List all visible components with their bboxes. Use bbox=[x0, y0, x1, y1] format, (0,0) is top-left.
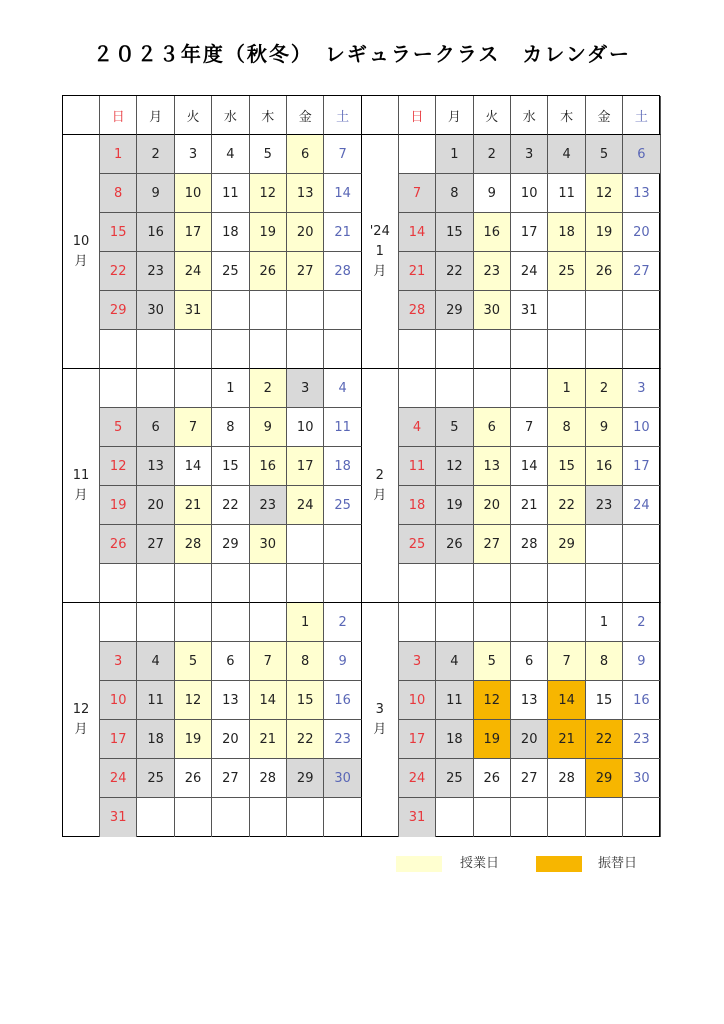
day-cell: 3 bbox=[399, 642, 436, 681]
day-cell: 5 bbox=[250, 135, 287, 174]
day-cell: 27 bbox=[137, 525, 174, 564]
empty-cell bbox=[287, 291, 324, 330]
day-cell: 13 bbox=[212, 681, 249, 720]
empty-cell bbox=[623, 291, 660, 330]
day-cell: 28 bbox=[511, 525, 548, 564]
legend-swatch-substitute-day bbox=[536, 856, 582, 872]
day-cell: 4 bbox=[324, 369, 361, 408]
empty-cell bbox=[100, 369, 137, 408]
day-cell: 24 bbox=[511, 252, 548, 291]
day-cell: 3 bbox=[623, 369, 660, 408]
day-cell: 16 bbox=[250, 447, 287, 486]
day-cell: 30 bbox=[623, 759, 660, 798]
day-cell: 13 bbox=[623, 174, 660, 213]
day-cell: 15 bbox=[212, 447, 249, 486]
day-cell: 14 bbox=[399, 213, 436, 252]
empty-cell bbox=[212, 330, 249, 369]
empty-cell bbox=[137, 369, 174, 408]
day-cell: 14 bbox=[250, 681, 287, 720]
day-cell: 18 bbox=[212, 213, 249, 252]
weekday-header: 水 bbox=[212, 96, 249, 135]
day-cell: 29 bbox=[548, 525, 585, 564]
month-label bbox=[362, 369, 399, 603]
empty-cell bbox=[175, 798, 212, 837]
day-cell: 4 bbox=[436, 642, 473, 681]
day-cell: 20 bbox=[474, 486, 511, 525]
day-cell: 11 bbox=[137, 681, 174, 720]
day-cell: 23 bbox=[324, 720, 361, 759]
weekday-header: 木 bbox=[250, 96, 287, 135]
empty-cell bbox=[287, 564, 324, 603]
day-cell: 1 bbox=[436, 135, 473, 174]
day-cell: 9 bbox=[250, 408, 287, 447]
day-cell: 26 bbox=[474, 759, 511, 798]
day-cell: 15 bbox=[586, 681, 623, 720]
day-cell: 29 bbox=[100, 291, 137, 330]
day-cell: 4 bbox=[548, 135, 585, 174]
day-cell: 5 bbox=[586, 135, 623, 174]
empty-cell bbox=[175, 369, 212, 408]
empty-cell bbox=[399, 369, 436, 408]
day-cell: 10 bbox=[511, 174, 548, 213]
day-cell: 30 bbox=[250, 525, 287, 564]
day-cell: 11 bbox=[212, 174, 249, 213]
day-cell: 24 bbox=[623, 486, 660, 525]
day-cell: 31 bbox=[175, 291, 212, 330]
day-cell: 6 bbox=[474, 408, 511, 447]
empty-cell bbox=[436, 603, 473, 642]
day-cell: 3 bbox=[287, 369, 324, 408]
empty-cell bbox=[324, 564, 361, 603]
day-cell: 18 bbox=[324, 447, 361, 486]
page-title: ２０２３年度（秋冬） レギュラークラス カレンダー bbox=[92, 42, 632, 66]
day-cell: 28 bbox=[548, 759, 585, 798]
day-cell: 10 bbox=[100, 681, 137, 720]
day-cell: 17 bbox=[511, 213, 548, 252]
day-cell: 28 bbox=[324, 252, 361, 291]
empty-cell bbox=[250, 291, 287, 330]
month-label-text: '24 bbox=[369, 223, 390, 239]
day-cell: 17 bbox=[287, 447, 324, 486]
day-cell: 17 bbox=[623, 447, 660, 486]
month-label-text: 月 bbox=[373, 263, 387, 279]
weekday-header: 土 bbox=[623, 96, 660, 135]
empty-cell bbox=[586, 291, 623, 330]
month-label-text: 月 bbox=[74, 253, 88, 269]
day-cell: 30 bbox=[324, 759, 361, 798]
day-cell: 22 bbox=[586, 720, 623, 759]
day-cell: 25 bbox=[212, 252, 249, 291]
empty-cell bbox=[474, 564, 511, 603]
day-cell: 6 bbox=[137, 408, 174, 447]
day-cell: 24 bbox=[100, 759, 137, 798]
day-cell: 13 bbox=[511, 681, 548, 720]
day-cell: 11 bbox=[548, 174, 585, 213]
day-cell: 22 bbox=[436, 252, 473, 291]
empty-cell bbox=[586, 564, 623, 603]
month-label-text: 1 bbox=[375, 243, 384, 259]
day-cell: 18 bbox=[548, 213, 585, 252]
empty-cell bbox=[474, 603, 511, 642]
legend bbox=[0, 856, 724, 876]
weekday-header: 月 bbox=[436, 96, 473, 135]
empty-cell bbox=[137, 564, 174, 603]
day-cell: 9 bbox=[137, 174, 174, 213]
day-cell: 7 bbox=[175, 408, 212, 447]
weekday-header: 火 bbox=[175, 96, 212, 135]
month-label bbox=[362, 135, 399, 369]
day-cell: 20 bbox=[212, 720, 249, 759]
empty-cell bbox=[250, 603, 287, 642]
weekday-header: 金 bbox=[586, 96, 623, 135]
empty-cell bbox=[436, 564, 473, 603]
day-cell: 25 bbox=[548, 252, 585, 291]
day-cell: 6 bbox=[623, 135, 660, 174]
empty-cell bbox=[137, 603, 174, 642]
empty-cell bbox=[399, 135, 436, 174]
day-cell: 19 bbox=[250, 213, 287, 252]
day-cell: 25 bbox=[137, 759, 174, 798]
empty-cell bbox=[212, 291, 249, 330]
day-cell: 24 bbox=[399, 759, 436, 798]
day-cell: 25 bbox=[399, 525, 436, 564]
day-cell: 21 bbox=[175, 486, 212, 525]
day-cell: 20 bbox=[623, 213, 660, 252]
weekday-header: 土 bbox=[324, 96, 361, 135]
day-cell: 22 bbox=[287, 720, 324, 759]
day-cell: 26 bbox=[250, 252, 287, 291]
day-cell: 23 bbox=[474, 252, 511, 291]
day-cell: 28 bbox=[175, 525, 212, 564]
day-cell: 24 bbox=[175, 252, 212, 291]
weekday-header: 日 bbox=[100, 96, 137, 135]
day-cell: 21 bbox=[250, 720, 287, 759]
empty-cell bbox=[212, 798, 249, 837]
empty-cell bbox=[175, 564, 212, 603]
day-cell: 17 bbox=[399, 720, 436, 759]
day-cell: 4 bbox=[137, 642, 174, 681]
empty-cell bbox=[399, 603, 436, 642]
day-cell: 12 bbox=[586, 174, 623, 213]
empty-cell bbox=[623, 525, 660, 564]
day-cell: 1 bbox=[212, 369, 249, 408]
day-cell: 1 bbox=[100, 135, 137, 174]
empty-cell bbox=[548, 798, 585, 837]
day-cell: 10 bbox=[399, 681, 436, 720]
empty-cell bbox=[137, 798, 174, 837]
day-cell: 16 bbox=[324, 681, 361, 720]
day-cell: 27 bbox=[287, 252, 324, 291]
empty-cell bbox=[100, 603, 137, 642]
empty-cell bbox=[511, 564, 548, 603]
day-cell: 12 bbox=[100, 447, 137, 486]
day-cell: 7 bbox=[250, 642, 287, 681]
day-cell: 10 bbox=[623, 408, 660, 447]
day-cell: 13 bbox=[137, 447, 174, 486]
day-cell: 7 bbox=[324, 135, 361, 174]
day-cell: 16 bbox=[474, 213, 511, 252]
legend-swatch-class-day bbox=[396, 856, 442, 872]
empty-cell bbox=[623, 798, 660, 837]
day-cell: 13 bbox=[287, 174, 324, 213]
day-cell: 23 bbox=[137, 252, 174, 291]
day-cell: 30 bbox=[137, 291, 174, 330]
day-cell: 1 bbox=[287, 603, 324, 642]
legend-label-substitute-day: 振替日 bbox=[598, 856, 638, 871]
day-cell: 22 bbox=[548, 486, 585, 525]
day-cell: 27 bbox=[474, 525, 511, 564]
empty-cell bbox=[586, 798, 623, 837]
calendar-table bbox=[62, 95, 660, 837]
day-cell: 23 bbox=[623, 720, 660, 759]
empty-cell bbox=[586, 330, 623, 369]
day-cell: 20 bbox=[511, 720, 548, 759]
day-cell: 18 bbox=[137, 720, 174, 759]
day-cell: 18 bbox=[399, 486, 436, 525]
day-cell: 29 bbox=[586, 759, 623, 798]
day-cell: 4 bbox=[399, 408, 436, 447]
empty-cell bbox=[474, 798, 511, 837]
day-cell: 12 bbox=[436, 447, 473, 486]
day-cell: 20 bbox=[287, 213, 324, 252]
day-cell: 21 bbox=[324, 213, 361, 252]
empty-cell bbox=[212, 564, 249, 603]
empty-cell bbox=[436, 369, 473, 408]
day-cell: 9 bbox=[623, 642, 660, 681]
day-cell: 31 bbox=[511, 291, 548, 330]
day-cell: 13 bbox=[474, 447, 511, 486]
day-cell: 23 bbox=[250, 486, 287, 525]
day-cell: 23 bbox=[586, 486, 623, 525]
day-cell: 2 bbox=[623, 603, 660, 642]
day-cell: 18 bbox=[436, 720, 473, 759]
month-label-text: 月 bbox=[74, 487, 88, 503]
day-cell: 10 bbox=[175, 174, 212, 213]
empty-cell bbox=[436, 330, 473, 369]
day-cell: 20 bbox=[137, 486, 174, 525]
day-cell: 28 bbox=[250, 759, 287, 798]
day-cell: 16 bbox=[137, 213, 174, 252]
day-cell: 11 bbox=[436, 681, 473, 720]
day-cell: 3 bbox=[175, 135, 212, 174]
month-label-text: 月 bbox=[373, 487, 387, 503]
day-cell: 25 bbox=[324, 486, 361, 525]
empty-cell bbox=[511, 603, 548, 642]
day-cell: 5 bbox=[100, 408, 137, 447]
day-cell: 5 bbox=[436, 408, 473, 447]
day-cell: 8 bbox=[212, 408, 249, 447]
month-label-text: 月 bbox=[373, 722, 387, 737]
empty-cell bbox=[548, 603, 585, 642]
day-cell: 15 bbox=[287, 681, 324, 720]
day-cell: 8 bbox=[436, 174, 473, 213]
day-cell: 2 bbox=[586, 369, 623, 408]
empty-cell bbox=[399, 564, 436, 603]
empty-cell bbox=[250, 798, 287, 837]
empty-cell bbox=[623, 564, 660, 603]
day-cell: 14 bbox=[175, 447, 212, 486]
day-cell: 7 bbox=[548, 642, 585, 681]
weekday-header: 日 bbox=[399, 96, 436, 135]
empty-cell bbox=[250, 564, 287, 603]
month-label bbox=[63, 369, 100, 603]
empty-cell bbox=[287, 330, 324, 369]
empty-cell bbox=[474, 369, 511, 408]
empty-cell bbox=[137, 330, 174, 369]
empty-cell bbox=[212, 603, 249, 642]
day-cell: 21 bbox=[511, 486, 548, 525]
empty-cell bbox=[548, 330, 585, 369]
day-cell: 24 bbox=[287, 486, 324, 525]
day-cell: 8 bbox=[586, 642, 623, 681]
day-cell: 26 bbox=[100, 525, 137, 564]
day-cell: 29 bbox=[212, 525, 249, 564]
day-cell: 31 bbox=[399, 798, 436, 837]
empty-cell bbox=[623, 330, 660, 369]
day-cell: 2 bbox=[324, 603, 361, 642]
month-label-text: 12 bbox=[72, 702, 90, 717]
day-cell: 7 bbox=[511, 408, 548, 447]
day-cell: 6 bbox=[511, 642, 548, 681]
empty-cell bbox=[436, 798, 473, 837]
day-cell: 6 bbox=[287, 135, 324, 174]
empty-cell bbox=[100, 564, 137, 603]
day-cell: 29 bbox=[436, 291, 473, 330]
day-cell: 14 bbox=[548, 681, 585, 720]
day-cell: 14 bbox=[324, 174, 361, 213]
day-cell: 27 bbox=[212, 759, 249, 798]
day-cell: 19 bbox=[436, 486, 473, 525]
weekday-header: 金 bbox=[287, 96, 324, 135]
day-cell: 5 bbox=[474, 642, 511, 681]
empty-cell bbox=[399, 330, 436, 369]
day-cell: 27 bbox=[511, 759, 548, 798]
empty-cell bbox=[175, 603, 212, 642]
empty-cell bbox=[175, 330, 212, 369]
day-cell: 19 bbox=[100, 486, 137, 525]
day-cell: 30 bbox=[474, 291, 511, 330]
month-label-text: 11 bbox=[72, 467, 90, 483]
day-cell: 7 bbox=[399, 174, 436, 213]
day-cell: 9 bbox=[474, 174, 511, 213]
empty-cell bbox=[324, 798, 361, 837]
month-label bbox=[63, 603, 100, 837]
day-cell: 15 bbox=[548, 447, 585, 486]
empty-cell bbox=[250, 330, 287, 369]
day-cell: 8 bbox=[100, 174, 137, 213]
weekday-header: 火 bbox=[474, 96, 511, 135]
day-cell: 26 bbox=[586, 252, 623, 291]
header-corner bbox=[362, 96, 399, 135]
day-cell: 1 bbox=[586, 603, 623, 642]
day-cell: 6 bbox=[212, 642, 249, 681]
empty-cell bbox=[324, 330, 361, 369]
day-cell: 19 bbox=[474, 720, 511, 759]
day-cell: 26 bbox=[436, 525, 473, 564]
day-cell: 15 bbox=[436, 213, 473, 252]
day-cell: 31 bbox=[100, 798, 137, 837]
day-cell: 2 bbox=[250, 369, 287, 408]
empty-cell bbox=[511, 369, 548, 408]
day-cell: 22 bbox=[100, 252, 137, 291]
weekday-header: 木 bbox=[548, 96, 585, 135]
day-cell: 28 bbox=[399, 291, 436, 330]
day-cell: 29 bbox=[287, 759, 324, 798]
empty-cell bbox=[100, 330, 137, 369]
day-cell: 3 bbox=[100, 642, 137, 681]
weekday-header: 月 bbox=[137, 96, 174, 135]
day-cell: 12 bbox=[175, 681, 212, 720]
day-cell: 15 bbox=[100, 213, 137, 252]
day-cell: 8 bbox=[548, 408, 585, 447]
empty-cell bbox=[511, 330, 548, 369]
month-label-text: 10 bbox=[72, 233, 90, 249]
day-cell: 12 bbox=[474, 681, 511, 720]
day-cell: 26 bbox=[175, 759, 212, 798]
day-cell: 4 bbox=[212, 135, 249, 174]
empty-cell bbox=[586, 525, 623, 564]
day-cell: 27 bbox=[623, 252, 660, 291]
empty-cell bbox=[324, 291, 361, 330]
empty-cell bbox=[548, 564, 585, 603]
day-cell: 1 bbox=[548, 369, 585, 408]
day-cell: 16 bbox=[623, 681, 660, 720]
day-cell: 2 bbox=[474, 135, 511, 174]
empty-cell bbox=[511, 798, 548, 837]
month-label-text: 3 bbox=[375, 702, 384, 717]
day-cell: 19 bbox=[586, 213, 623, 252]
header-corner bbox=[63, 96, 100, 135]
day-cell: 11 bbox=[399, 447, 436, 486]
empty-cell bbox=[474, 330, 511, 369]
day-cell: 12 bbox=[250, 174, 287, 213]
day-cell: 22 bbox=[212, 486, 249, 525]
day-cell: 2 bbox=[137, 135, 174, 174]
day-cell: 5 bbox=[175, 642, 212, 681]
day-cell: 9 bbox=[324, 642, 361, 681]
month-label-text: 2 bbox=[375, 467, 384, 483]
weekday-header: 水 bbox=[511, 96, 548, 135]
day-cell: 17 bbox=[175, 213, 212, 252]
day-cell: 3 bbox=[511, 135, 548, 174]
month-label-text: 月 bbox=[74, 722, 88, 737]
day-cell: 10 bbox=[287, 408, 324, 447]
empty-cell bbox=[287, 525, 324, 564]
empty-cell bbox=[324, 525, 361, 564]
day-cell: 21 bbox=[548, 720, 585, 759]
day-cell: 9 bbox=[586, 408, 623, 447]
empty-cell bbox=[287, 798, 324, 837]
day-cell: 14 bbox=[511, 447, 548, 486]
day-cell: 16 bbox=[586, 447, 623, 486]
day-cell: 21 bbox=[399, 252, 436, 291]
day-cell: 17 bbox=[100, 720, 137, 759]
month-label bbox=[362, 603, 399, 837]
day-cell: 8 bbox=[287, 642, 324, 681]
day-cell: 25 bbox=[436, 759, 473, 798]
month-label bbox=[63, 135, 100, 369]
day-cell: 19 bbox=[175, 720, 212, 759]
legend-label-class-day: 授業日 bbox=[460, 856, 500, 871]
day-cell: 11 bbox=[324, 408, 361, 447]
empty-cell bbox=[548, 291, 585, 330]
